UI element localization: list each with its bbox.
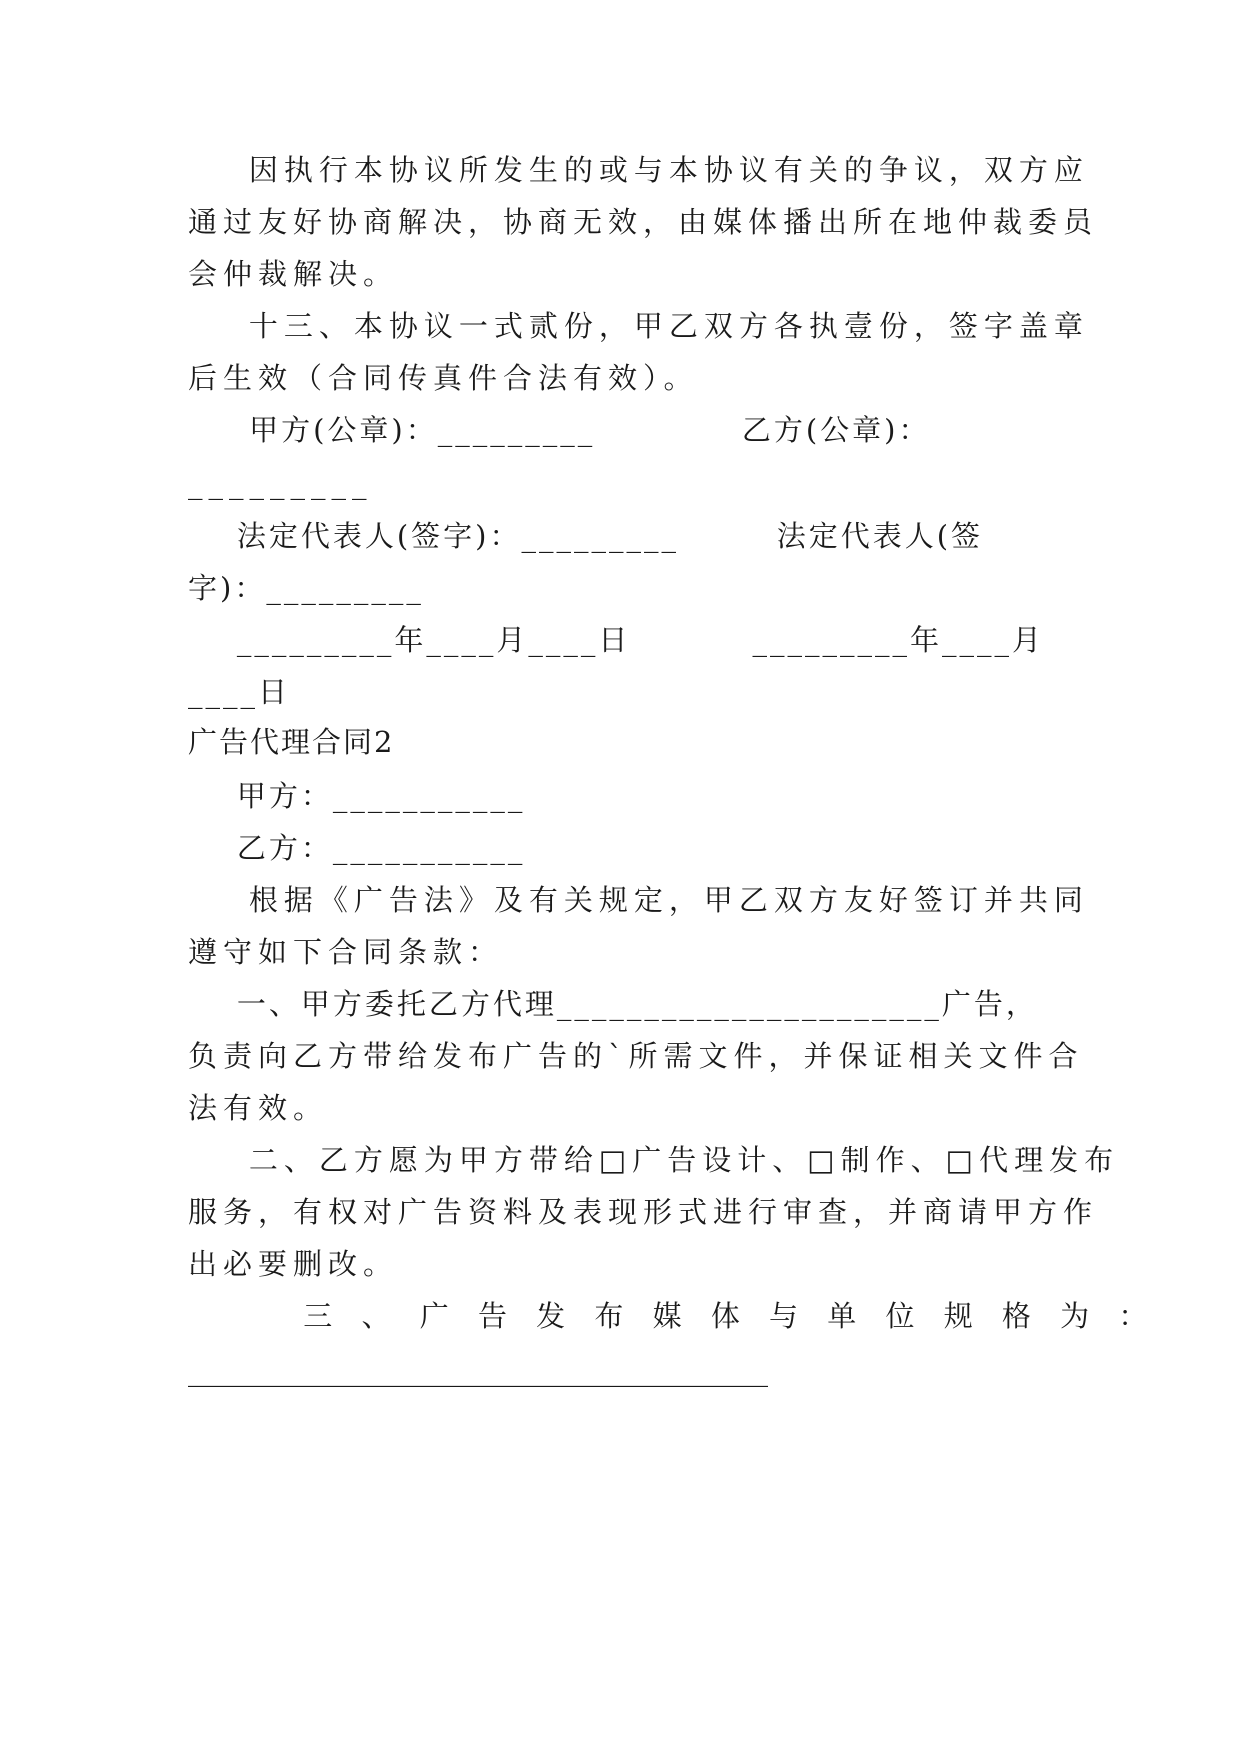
clause-2-line: 服务，有权对广告资料及表现形式进行审查，并商请甲方作 — [188, 1195, 1099, 1229]
clause-2-line: 出必要删改。 — [188, 1247, 399, 1281]
paragraph-line: 因执行本协议所发生的或与本协议有关的争议，双方应 — [188, 153, 1089, 187]
date-line-cont: ____日 — [188, 675, 291, 709]
date-line: _________年____月____日 _________年____月 — [188, 623, 1045, 657]
signature-line-party-a-b-seal: 甲方(公章)：_________ 乙方(公章)： — [188, 413, 931, 447]
clause-3-line: 三 、 广 告 发 布 媒 体 与 单 位 规 格 为 ： — [188, 1299, 1158, 1333]
clause-1-line: 负责向乙方带给发布广告的`所需文件，并保证相关文件合 — [188, 1039, 1084, 1073]
paragraph-line: 通过友好协商解决，协商无效，由媒体播出所在地仲裁委员 — [188, 205, 1099, 239]
contract-title: 广告代理合同2 — [188, 725, 395, 759]
party-b-line: 乙方：___________ — [188, 831, 526, 865]
signature-line-legal-rep-cont: 字)：_________ — [188, 571, 424, 605]
paragraph-line: 后生效（合同传真件合法有效）。 — [188, 361, 699, 395]
party-a-line: 甲方：___________ — [188, 779, 526, 813]
signature-blank: _________ — [188, 466, 373, 500]
paragraph-line: 遵守如下合同条款： — [188, 935, 504, 969]
clause-1-line: 一、甲方委托乙方代理______________________广告， — [188, 987, 1038, 1021]
clause-2-line: 二、乙方愿为甲方带给□广告设计、□制作、□代理发布 — [188, 1143, 1120, 1177]
signature-line-legal-rep: 法定代表人(签字)：_________ 法定代表人(签 — [188, 519, 984, 553]
paragraph-line: 会仲裁解决。 — [188, 257, 399, 291]
paragraph-line: 根据《广告法》及有关规定，甲乙双方友好签订并共同 — [188, 883, 1089, 917]
paragraph-line: 十三、本协议一式贰份，甲乙双方各执壹份，签字盖章 — [188, 309, 1089, 343]
clause-1-line: 法有效。 — [188, 1091, 329, 1125]
clause-3-blank: ________________________________________ — [188, 1353, 768, 1387]
